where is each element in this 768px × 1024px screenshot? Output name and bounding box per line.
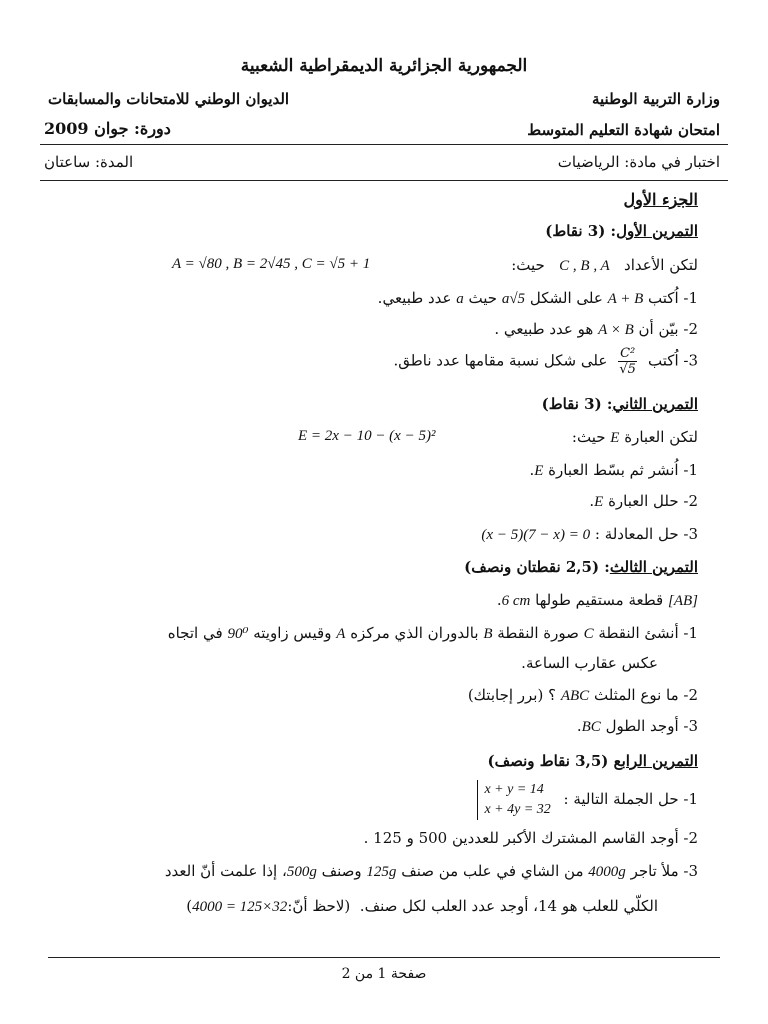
ex4-q3-e: الكلّي للعلب هو 14، أوجد عدد العلب لكل صنف. — [359, 897, 658, 915]
ex4-system — [477, 780, 550, 820]
ex3-question-1-cont: عكس عقارب الساعة. — [521, 654, 658, 672]
q1-text-a: 1- اُكتب — [648, 289, 698, 307]
ex4-q3-hint-b: ) — [186, 897, 193, 915]
q1-var: a — [456, 291, 464, 307]
ex2-q1-var: E — [534, 463, 544, 479]
q1-text-d: عدد طبيعي. — [377, 289, 452, 307]
exercise-3-points: : (2,5 نقطتان ونصف) — [464, 558, 610, 576]
ex3-q1-point-c: C — [583, 626, 594, 642]
ex2-question-3 — [481, 525, 698, 544]
ex3-q1-b: صورة النقطة — [497, 624, 579, 642]
ex2-question-1: 1- اُنشر ثم بسّط العبارة E. — [529, 461, 698, 479]
ex4-eq1: x + y = 14 — [484, 782, 544, 797]
q2-text-a: 2- بيّن أن — [638, 320, 698, 338]
q3-numerator: C² — [620, 346, 636, 361]
q3-text-b: على شكل نسبة مقامها عدد ناطق. — [393, 351, 608, 370]
ex3-q1-a: 1- أنشئ النقطة — [598, 624, 698, 642]
subject-label: اختبار في مادة: الرياضيات — [557, 153, 720, 171]
exercise-2-heading — [542, 395, 698, 413]
exercise-3-heading — [464, 558, 698, 576]
ex3-q3-a: 3- أوجد الطول — [605, 717, 698, 735]
q1-form: a√5 — [501, 291, 526, 307]
ex2-q3-equation: (x − 5)(7 − x) = 0 — [481, 527, 591, 543]
exercise-4-heading — [487, 752, 698, 770]
ex2-q2-text: 2- حلل العبارة — [608, 492, 698, 510]
ex2-intro — [572, 428, 698, 447]
exercise-4-points: (3,5 نقاط ونصف) — [487, 752, 609, 770]
ex4-q3-c: وصنف — [321, 862, 362, 880]
ex2-q3-text: 3- حل المعادلة : — [594, 525, 698, 543]
office-name: الديوان الوطني للامتحانات والمسابقات — [48, 90, 290, 108]
ex4-q3-mass2: 125g — [366, 864, 397, 880]
header-divider — [40, 144, 728, 145]
subject-divider — [40, 180, 728, 181]
ex3-question-3: 3- أوجد الطول BC. — [576, 717, 698, 735]
exercise-2-title: التمرين الثاني — [612, 395, 698, 413]
ex2-q2-var: E — [594, 494, 604, 510]
ex4-question-2: 2- أوجد القاسم المشترك الأكبر للعددين 500 و 125 . — [363, 829, 698, 847]
ex3-length: 6 cm — [501, 593, 531, 609]
q3-text-a: 3- اُكتب — [648, 351, 698, 370]
exercise-3-title: التمرين الثالث — [609, 558, 698, 576]
exercise-2-points: : (3 نقاط) — [541, 395, 613, 413]
ex1-haythu: حيث: — [511, 256, 545, 274]
ex3-q1-d: بالدوران الذي مركزه — [350, 624, 479, 642]
ex2-definition: E = 2x − 10 − (x − 5)² — [298, 428, 436, 444]
duration-label: المدة: ساعتان — [44, 153, 134, 171]
exercise-4-title: التمرين الرابع — [613, 752, 698, 770]
ex3-q1-angle: 90⁰ — [227, 626, 249, 642]
exercise-1-points: : (3 نقاط) — [545, 222, 617, 240]
ex4-q1-text: 1- حل الجملة التالية : — [563, 790, 698, 808]
ministry-name: وزارة التربية الوطنية — [591, 90, 720, 108]
q2-text-b: هو عدد طبيعي . — [494, 320, 594, 338]
ex3-q2-triangle: ABC — [560, 688, 590, 704]
ex4-question-3 — [165, 862, 698, 881]
ex1-vars: C , B , A — [559, 258, 610, 274]
ex3-question-1 — [168, 624, 698, 643]
ex3-q1-point-a: A — [336, 626, 346, 642]
ex3-q1-point-b: B — [483, 626, 493, 642]
ex3-q1-f: في اتجاه — [167, 624, 223, 642]
ex3-statement: [AB] قطعة مستقيم طولها 6 cm. — [496, 591, 698, 609]
q1-text-b: على الشكل — [529, 289, 603, 307]
q1-text-c: حيث — [468, 289, 498, 307]
ex3-question-2 — [468, 686, 698, 705]
ex3-segment-text: قطعة مستقيم طولها — [535, 591, 664, 609]
republic-title: الجمهورية الجزائرية الديمقراطية الشعبية — [240, 56, 528, 76]
session-label: دورة: جوان 2009 — [44, 119, 171, 138]
q3-fraction — [618, 346, 637, 377]
ex4-question-1 — [469, 780, 698, 820]
ex1-question-1 — [378, 289, 698, 308]
ex2-intro-text: لتكن العبارة — [624, 428, 698, 446]
q3-denominator: √5 — [619, 362, 636, 377]
exercise-1-title: التمرين الأول — [616, 222, 698, 240]
ex1-intro — [511, 256, 698, 275]
ex2-haythu: حيث: — [571, 428, 606, 446]
ex4-q3-hint-math: 4000 = 125×32 — [192, 899, 288, 915]
exercise-1-heading — [545, 222, 698, 240]
ex1-definitions: A = √80 , B = 2√45 , C = √5 + 1 — [172, 256, 371, 272]
ex4-q3-d: ، إذا علمت أنّ العدد — [164, 862, 287, 880]
ex1-question-2 — [494, 320, 698, 339]
ex4-q3-a: 3- ملأ تاجر — [630, 862, 698, 880]
part-title: الجزء الأول — [623, 190, 698, 209]
ex3-q2-b: ؟ (برر إجابتك) — [467, 686, 557, 704]
ex2-q1-text: 1- اُنشر ثم بسّط العبارة — [548, 461, 698, 479]
ex4-q3-hint-a: (لاحظ أنّ: — [287, 897, 351, 915]
ex4-q3-mass1: 4000g — [588, 864, 626, 880]
exam-name: امتحان شهادة التعليم المتوسط — [527, 121, 720, 139]
ex1-intro-text: لتكن الأعداد — [624, 256, 698, 274]
ex4-q3-mass3: 500g — [286, 864, 317, 880]
ex2-var: E — [610, 430, 620, 446]
ex3-q3-length: BC — [581, 719, 601, 735]
ex3-segment: [AB] — [668, 593, 698, 609]
q2-expr: A × B — [598, 322, 634, 338]
ex1-question-3 — [394, 346, 698, 377]
ex4-q3-b: من الشاي في علب من صنف — [401, 862, 584, 880]
footer-divider — [48, 957, 720, 958]
ex3-q1-e: وقيس زاويته — [253, 624, 332, 642]
ex4-eq2: x + 4y = 32 — [484, 802, 551, 817]
ex4-question-3-cont — [186, 897, 658, 916]
q1-expr: A + B — [607, 291, 644, 307]
ex3-q2-a: 2- ما نوع المثلث — [593, 686, 698, 704]
ex2-question-2: 2- حلل العبارة E. — [589, 492, 698, 510]
page-number: صفحة 1 من 2 — [341, 966, 427, 982]
